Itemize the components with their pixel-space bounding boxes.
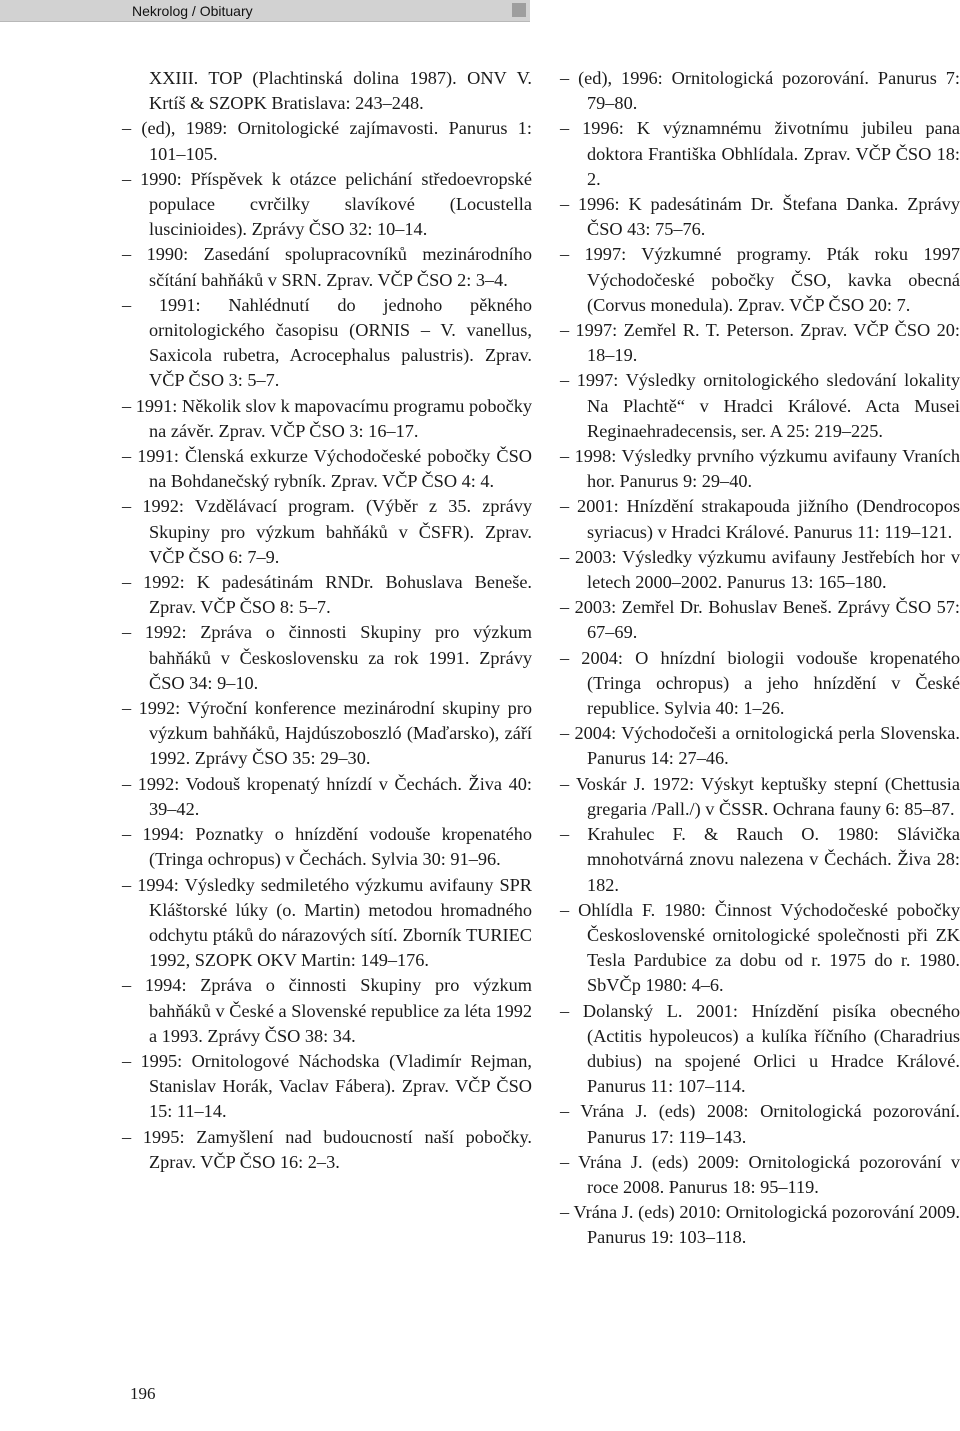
reference-entry: – 1992: Vzdělávací program. (Výběr z 35. zprávy Skupiny pro výzkum bahňáků v ČSFR). Zprav. VČP ČSO 6: 7–9. <box>122 496 532 567</box>
reference-entry: – 1992: Vodouš kropenatý hnízdí v Čechách. Živa 40: 39–42. <box>122 773 532 819</box>
reference-entry: – (ed), 1989: Ornitologické zajímavosti. Panurus 1: 101–105. <box>122 118 532 164</box>
header-title: Nekrolog / Obituary <box>132 3 253 19</box>
reference-entry: – 1998: Výsledky prvního výzkumu avifauny Vraních hor. Panurus 9: 29–40. <box>560 446 960 492</box>
reference-entry: – Voskár J. 1972: Výskyt keptušky stepní (Chettusia gregaria /Pall./) v ČSSR. Ochrana fauny 6: 85–87. <box>560 773 960 819</box>
reference-entry: – Vrána J. (eds) 2008: Ornitologická pozorování. Panurus 17: 119–143. <box>560 1101 960 1147</box>
reference-entry: – 1997: Výzkumné programy. Pták roku 1997 Východočeské pobočky ČSO, kavka obecná (Corvus monedula). Zprav. VČP ČSO 20: 7. <box>560 244 960 315</box>
header-square-icon <box>512 3 526 17</box>
reference-entry: – 2003: Výsledky výzkumu avifauny Jestřebích hor v letech 2000–2002. Panurus 13: 165–180. <box>560 546 960 593</box>
reference-entry: – 1996: K významnému životnímu jubileu pana doktora Františka Obhlídala. Zprav. VČP ČSO 18: 2. <box>560 118 960 189</box>
reference-entry: – 1991: Nahlédnutí do jednoho pěkného ornitologického časopisu (ORNIS – V. vanellus, Saxicola rubetra, Acrocephalus palustris). Zprav. VČP ČSO 3: 5–7. <box>122 294 532 391</box>
reference-entry: – 1992: Výroční konference mezinárodní skupiny pro výzkum bahňáků, Hajdúszoboszló (Maďarsko), září 1992. Zprávy ČSO 35: 29–30. <box>122 698 532 769</box>
reference-entry: – Krahulec F. & Rauch O. 1980: Slávička mnohotvárná znovu nalezena v Čechách. Živa 28: 182. <box>560 824 960 895</box>
reference-entry: – 2003: Zemřel Dr. Bohuslav Beneš. Zprávy ČSO 57: 67–69. <box>560 597 960 643</box>
page-number: 196 <box>130 1384 156 1403</box>
reference-entry: – 1991: Členská exkurze Východočeské pobočky ČSO na Bohdanečský rybník. Zprav. VČP ČSO 4: 4. <box>122 446 532 492</box>
reference-entry: – 1994: Zpráva o činnosti Skupiny pro výzkum bahňáků v České a Slovenské republice za léta 1992 a 1993. Zprávy ČSO 38: 34. <box>122 975 532 1046</box>
reference-entry: – 1994: Poznatky o hnízdění vodouše kropenatého (Tringa ochropus) v Čechách. Sylvia 30: 91–96. <box>122 824 532 870</box>
reference-entry: – Vrána J. (eds) 2010: Ornitologická pozorování 2009. Panurus 19: 103–118. <box>560 1202 960 1248</box>
reference-entry: – 1991: Několik slov k mapovacímu programu pobočky na závěr. Zprav. VČP ČSO 3: 16–17. <box>122 395 532 441</box>
reference-entry: – Dolanský L. 2001: Hnízdění pisíka obecného (Actitis hypoleucos) a kulíka říčního (Charadrius dubius) na spojené Orlici u Hradce Králové. Panurus 11: 107–114. <box>560 1000 960 1097</box>
left-column <box>122 66 532 1175</box>
reference-entry: – 1990: Zasedání spolupracovníků mezinárodního sčítání bahňáků v SRN. Zprav. VČP ČSO 2: 3–4. <box>122 244 532 290</box>
reference-entry: XXIII. TOP (Plachtinská dolina 1987). ONV V. Krtíš & SZOPK Bratislava: 243–248. <box>149 68 532 114</box>
reference-entry: – 2004: Východočeši a ornitologická perla Slovenska. Panurus 14: 27–46. <box>560 723 960 769</box>
reference-entry: – Ohlídla F. 1980: Činnost Východočeské pobočky Československé ornitologické společnosti při ZK Tesla Pardubice za dobu od r. 1975 do r. 1980. SbVČp 1980: 4–6. <box>560 899 960 996</box>
reference-entry: – 1996: K padesátinám Dr. Štefana Danka. Zprávy ČSO 43: 75–76. <box>560 194 960 240</box>
reference-entry: – 1997: Výsledky ornitologického sledování lokality Na Plachtě“ v Hradci Králové. Acta Musei Reginaehradecensis, ser. A 25: 219–225. <box>560 370 960 441</box>
reference-entry: – 2004: O hnízdní biologii vodouše kropenatého (Tringa ochropus) a jeho hnízdění v České republice. Sylvia 40: 1–26. <box>560 647 960 719</box>
reference-entry: – 2001: Hnízdění strakapouda jižního (Dendrocopos syriacus) v Hradci Králové. Panurus 11: 119–121. <box>560 496 960 542</box>
reference-entry: – 1992: Zpráva o činnosti Skupiny pro výzkum bahňáků v Československu za rok 1991. Zprávy ČSO 34: 9–10. <box>122 622 532 693</box>
reference-entry: – 1995: Ornitologové Náchodska (Vladimír Rejman, Stanislav Horák, Vaclav Fábera). Zprav. VČP ČSO 15: 11–14. <box>122 1050 532 1122</box>
right-column <box>560 66 960 1251</box>
reference-entry: – 1995: Zamyšlení nad budoucností naší pobočky. Zprav. VČP ČSO 16: 2–3. <box>122 1126 532 1172</box>
reference-entry: – 1994: Výsledky sedmiletého výzkumu avifauny SPR Kláštorské lúky (o. Martin) metodou hromadného odchytu ptáků do nárazových sítí. Zborník TURIEC 1992, SZOPK OKV Martin: 149–176. <box>122 874 532 971</box>
reference-entry: – 1990: Příspěvek k otázce pelichání středoevropské populace cvrčilky slavíkové (Locustella luscinioides). Zprávy ČSO 32: 10–14. <box>122 168 532 240</box>
running-header <box>0 0 530 22</box>
reference-entry: – (ed), 1996: Ornitologická pozorování. Panurus 7: 79–80. <box>560 68 960 114</box>
reference-entry: – 1992: K padesátinám RNDr. Bohuslava Beneše. Zprav. VČP ČSO 8: 5–7. <box>122 572 532 618</box>
reference-entry: – Vrána J. (eds) 2009: Ornitologická pozorování v roce 2008. Panurus 18: 95–119. <box>560 1151 960 1197</box>
reference-entry: – 1997: Zemřel R. T. Peterson. Zprav. VČP ČSO 20: 18–19. <box>560 320 960 366</box>
